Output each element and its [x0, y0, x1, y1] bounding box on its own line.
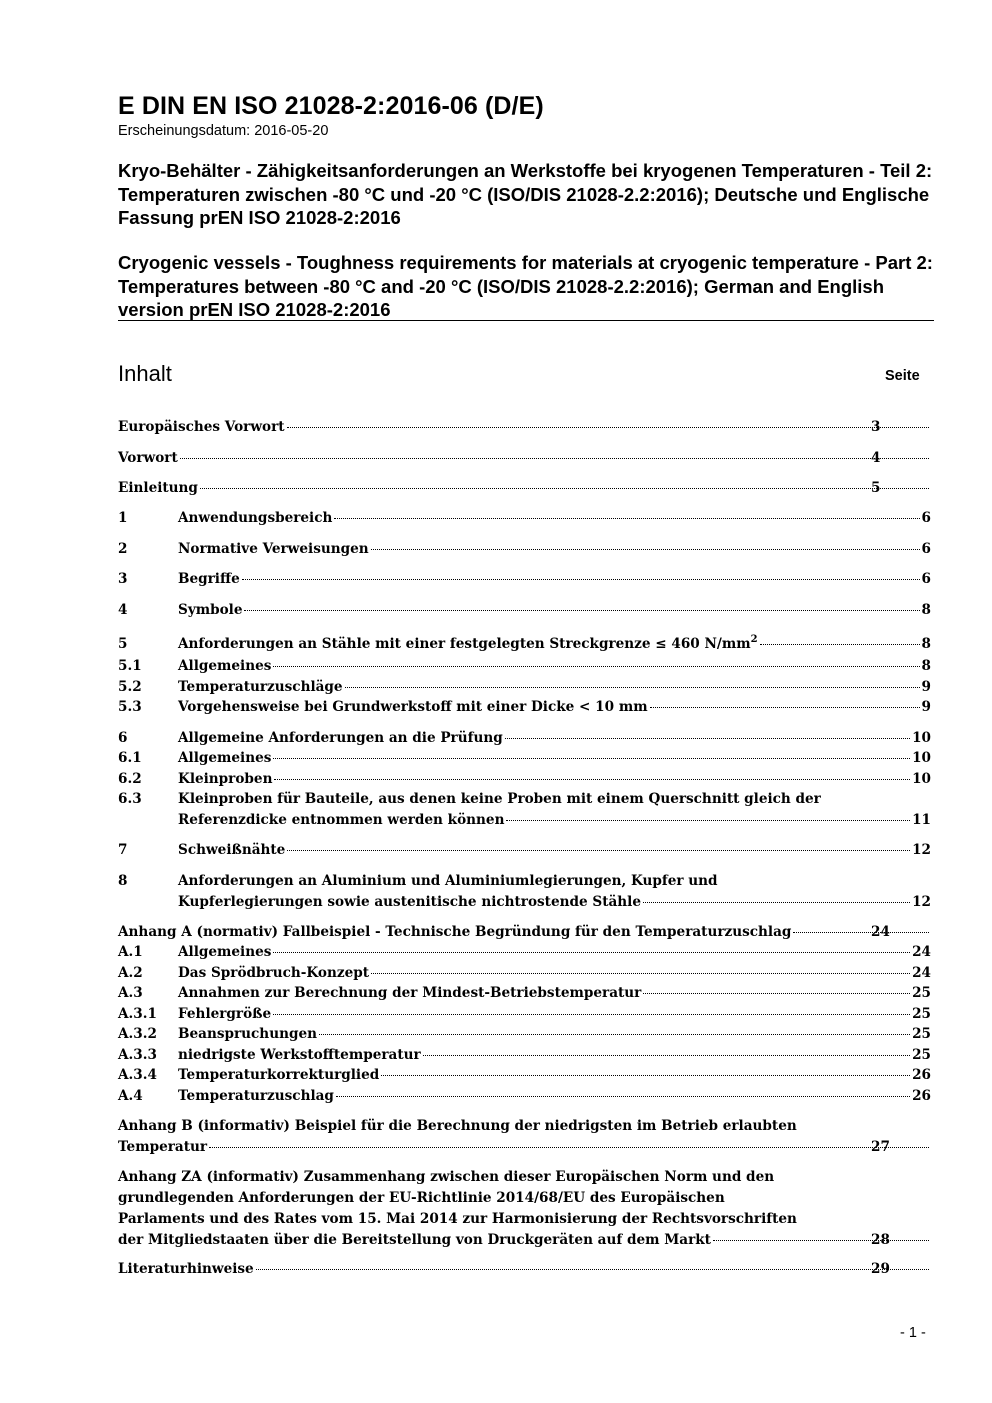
toc-entry-page: 9: [921, 699, 931, 715]
toc-entry-title: Kleinproben für Bauteile, aus denen keine Proben mit einem Querschnitt gleich der: [178, 791, 821, 807]
dot-leader: [209, 1147, 929, 1148]
toc-entry-title: grundlegenden Anforderungen der EU-Richtlinie 2014/68/EU des Europäischen: [118, 1190, 725, 1206]
toc-entry-number: A.1: [118, 944, 143, 960]
dot-leader: [381, 1075, 910, 1076]
toc-entry-title: Allgemeines: [178, 750, 272, 766]
toc-entry-title: Anforderungen an Stähle mit einer festgelegten Streckgrenze ≤ 460 $N/mm^2$: [178, 634, 758, 652]
dot-leader: [643, 902, 910, 903]
dot-leader: [423, 1055, 910, 1056]
toc-entry[interactable]: Vorwort 4: [118, 448, 931, 469]
superscript: 2: [750, 634, 758, 645]
toc-entry[interactable]: [118, 656, 931, 677]
dot-leader: [760, 644, 920, 645]
toc-entry[interactable]: [118, 1086, 931, 1107]
toc-entry-title: Allgemeines: [178, 944, 272, 960]
toc-entry-page: 24: [912, 944, 931, 960]
toc-entry-number: 6.1: [118, 750, 142, 766]
toc-entry-title: Temperatur: [118, 1139, 208, 1155]
toc-entry-title: Anhang ZA (informativ) Zusammenhang zwischen dieser Europäischen Norm und den: [118, 1169, 775, 1185]
dot-leader: [793, 932, 929, 933]
document-id: E DIN EN ISO 21028-2:2016-06 (D/E): [118, 92, 544, 120]
toc-entry[interactable]: Anhang ZA (informativ) Zusammenhang zwischen dieser Europäischen Norm und den grundlegenden Anforderungen der EU-Richtlinie 2014/68/EU des Europäischen Parlaments und des Rates vom 15. Mai 2014 zur Harmonisierung der Rechtsvorschriften der Mitgliedstaaten über die Bereitstellung von Druckgeräten auf dem Markt 28: [118, 1167, 931, 1251]
toc-entry-title: Kleinproben: [178, 771, 273, 787]
toc-entry[interactable]: [118, 569, 931, 590]
toc-entry-title: Das Sprödbruch-Konzept: [178, 965, 370, 981]
toc-entry-number: A.3.3: [118, 1047, 157, 1063]
toc-entry-number: A.3.4: [118, 1067, 157, 1083]
toc-entry-number: A.3.1: [118, 1006, 157, 1022]
toc-entry-number: 6.3: [118, 791, 142, 807]
toc-entry[interactable]: [118, 942, 931, 963]
toc-entry[interactable]: Anhang B (informativ) Beispiel für die Berechnung der niedrigsten im Betrieb erlaubten Temperatur 27: [118, 1116, 931, 1158]
dot-leader: [256, 1269, 929, 1270]
toc-entry-number: 5: [118, 636, 128, 652]
toc-entry-page: 26: [912, 1067, 931, 1083]
toc-entry-number: 1: [118, 510, 128, 526]
toc-entry-page: 10: [912, 750, 931, 766]
toc-entry[interactable]: [118, 748, 931, 769]
toc-entry-title: Anhang B (informativ) Beispiel für die Berechnung der niedrigsten im Betrieb erlaubten: [118, 1118, 797, 1134]
toc-entry-title: Allgemeine Anforderungen an die Prüfung: [178, 730, 503, 746]
toc-entry-page: 25: [912, 1047, 931, 1063]
toc-page-column-label: Seite: [885, 368, 920, 384]
toc-entry-number: 3: [118, 571, 128, 587]
toc-entry[interactable]: Einleitung 5: [118, 478, 931, 499]
toc-entry-title: Kupferlegierungen sowie austenitische nichtrostende Stähle: [178, 894, 641, 910]
toc-entry-page: 12: [912, 842, 931, 858]
toc-entry[interactable]: [118, 983, 931, 1004]
dot-leader: [643, 993, 910, 994]
toc-entry-title: Parlaments und des Rates vom 15. Mai 2014 zur Harmonisierung der Rechtsvorschriften: [118, 1211, 797, 1227]
toc-entry-page: 6: [921, 510, 931, 526]
toc-entry-number: 4: [118, 602, 128, 618]
toc-entry[interactable]: [118, 769, 931, 790]
toc-entry[interactable]: Literaturhinweise 29: [118, 1259, 931, 1280]
title-english: Cryogenic vessels - Toughness requirements for materials at cryogenic temperature - Part 2: Temperatures between -80 °C and -20 °C (ISO/DIS 21028-2.2:2016); German and English version prEN ISO 21028-2:2016: [118, 252, 933, 320]
toc-entry-title: Europäisches Vorwort: [118, 419, 285, 435]
toc-entry-number: A.2: [118, 965, 143, 981]
toc-entry-title: Fehlergröße: [178, 1006, 272, 1022]
dot-leader: [336, 1096, 910, 1097]
toc-entry-page: 8: [921, 658, 931, 674]
page-number: - 1 -: [900, 1325, 926, 1341]
toc-entry[interactable]: Europäisches Vorwort 3: [118, 417, 931, 438]
toc-entry-title: Beanspruchungen: [178, 1026, 317, 1042]
toc-entry-title: Anwendungsbereich: [178, 510, 333, 526]
toc-entry-page: 10: [912, 771, 931, 787]
dot-leader: [244, 610, 919, 611]
toc-entry-title: Temperaturzuschlag: [178, 1088, 334, 1104]
toc-entry-title: Temperaturzuschläge: [178, 679, 343, 695]
toc-entry-number: 7: [118, 842, 128, 858]
toc-entry[interactable]: [118, 634, 931, 655]
dot-leader: [200, 488, 929, 489]
toc-entry-page: 24: [912, 965, 931, 981]
toc-entry[interactable]: [118, 1004, 931, 1025]
toc-entry-page: 6: [921, 541, 931, 557]
dot-leader: [287, 427, 929, 428]
toc-entry-title: Symbole: [178, 602, 243, 618]
toc-entry-title: Allgemeines: [178, 658, 272, 674]
dot-leader: [273, 666, 919, 667]
toc-entry-title: Anhang A (normativ) Fallbeispiel - Technische Begründung für den Temperaturzuschlag: [118, 924, 792, 940]
toc-entry-title: Vorgehensweise bei Grundwerkstoff mit einer Dicke < 10 mm: [178, 699, 648, 715]
toc-entry[interactable]: [118, 840, 931, 861]
toc-entry-page: 6: [921, 571, 931, 587]
toc-heading: Inhalt: [118, 361, 172, 386]
toc-entry-page: 8: [921, 636, 931, 652]
toc-entry[interactable]: [118, 539, 931, 560]
toc-entry-number: 6: [118, 730, 128, 746]
dot-leader: [242, 579, 920, 580]
toc-entry-number: 8: [118, 873, 128, 889]
toc-entry[interactable]: [118, 963, 931, 984]
dot-leader: [371, 973, 910, 974]
dot-leader: [345, 687, 920, 688]
toc-entry[interactable]: Anhang A (normativ) Fallbeispiel - Technische Begründung für den Temperaturzuschlag 24: [118, 922, 931, 943]
dot-leader: [273, 1014, 910, 1015]
toc-entry[interactable]: [118, 697, 931, 718]
toc-entry[interactable]: [118, 789, 931, 831]
toc-entry-page: 25: [912, 1026, 931, 1042]
dot-leader: [273, 952, 910, 953]
toc-entry-number: A.4: [118, 1088, 143, 1104]
toc-entry-title: Annahmen zur Berechnung der Mindest-Betriebstemperatur: [178, 985, 642, 1001]
toc-entry-number: 6.2: [118, 771, 142, 787]
toc-entry-title: Referenzdicke entnommen werden können: [178, 812, 505, 828]
publication-date: Erscheinungsdatum: 2016-05-20: [118, 123, 329, 139]
dot-leader: [334, 518, 919, 519]
toc-entry-number: A.3.2: [118, 1026, 157, 1042]
toc-entry-page: 25: [912, 985, 931, 1001]
toc-entry-page: 9: [921, 679, 931, 695]
toc-entry-title: Einleitung: [118, 480, 198, 496]
toc-entry-page: 8: [921, 602, 931, 618]
toc-entry[interactable]: [118, 1024, 931, 1045]
toc-entry[interactable]: [118, 728, 931, 749]
toc-entry-page: 25: [912, 1006, 931, 1022]
toc-entry-title: Literaturhinweise: [118, 1261, 254, 1277]
dot-leader: [506, 820, 910, 821]
toc-entry-page: 26: [912, 1088, 931, 1104]
dot-leader: [287, 850, 910, 851]
toc-entry-title: Normative Verweisungen: [178, 541, 369, 557]
toc-entry[interactable]: [118, 1065, 931, 1086]
toc-entry-number: 5.1: [118, 658, 142, 674]
toc-entry[interactable]: [118, 677, 931, 698]
dot-leader: [273, 758, 910, 759]
toc-entry-title: Temperaturkorrekturglied: [178, 1067, 380, 1083]
toc-entry-page: 10: [912, 730, 931, 746]
toc-entry[interactable]: [118, 600, 931, 621]
toc-entry-title: Begriffe: [178, 571, 240, 587]
toc-entry[interactable]: [118, 1045, 931, 1066]
toc-entry-number: A.3: [118, 985, 143, 1001]
toc-entry-number: 5.2: [118, 679, 142, 695]
toc-entry-number: 2: [118, 541, 128, 557]
toc-entry-page: 12: [912, 894, 931, 910]
toc-entry[interactable]: [118, 508, 931, 529]
toc-entry-page: 11: [912, 812, 931, 828]
dot-leader: [650, 707, 920, 708]
dot-leader: [274, 779, 910, 780]
dot-leader: [319, 1034, 910, 1035]
toc-entry-title: Anforderungen an Aluminium und Aluminiumlegierungen, Kupfer und: [178, 873, 718, 889]
title-divider: [118, 320, 934, 321]
toc-entry-number: 5.3: [118, 699, 142, 715]
toc-entry-title: der Mitgliedstaaten über die Bereitstellung von Druckgeräten auf dem Markt: [118, 1232, 711, 1248]
dot-leader: [505, 738, 910, 739]
dot-leader: [180, 458, 929, 459]
dot-leader: [713, 1240, 929, 1241]
toc-entry-title: niedrigste Werkstofftemperatur: [178, 1047, 421, 1063]
toc-entry-title: Schweißnähte: [178, 842, 286, 858]
toc-entry[interactable]: [118, 871, 931, 913]
dot-leader: [371, 549, 920, 550]
title-german: Kryo-Behälter - Zähigkeitsanforderungen an Werkstoffe bei kryogenen Temperaturen - Teil 2: Temperaturen zwischen -80 °C und -20 °C (ISO/DIS 21028-2.2:2016); Deutsche und Englische Fassung prEN ISO 21028-2:2016: [118, 160, 933, 228]
